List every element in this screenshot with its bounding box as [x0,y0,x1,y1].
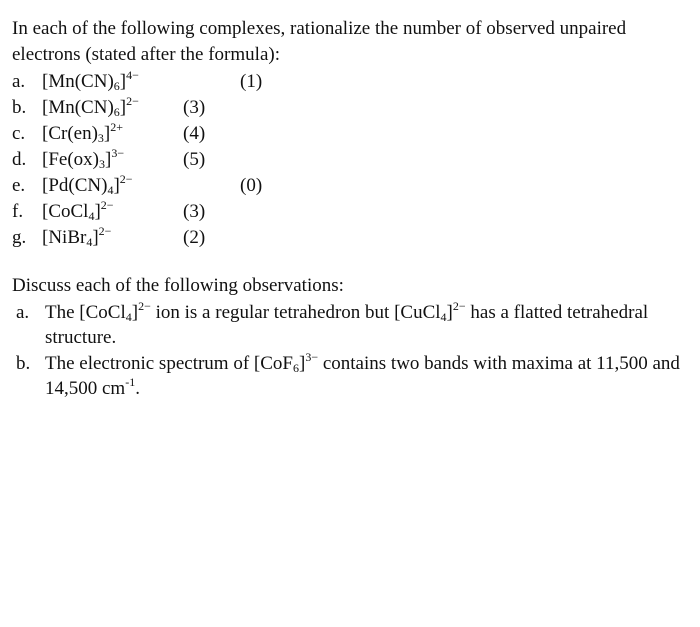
item-label: c. [12,123,26,144]
complex-formula: $[Fe(ox)_3]^{3-}$ [42,146,125,171]
unpaired-count: (1) [240,71,263,92]
item-label: a. [12,71,26,92]
discussion-text: The electronic spectrum of $[CoF_6]^{3-}$ contains two bands with maxima at 11,500 and [45,350,680,375]
complex-formula: $[Mn(CN)_6]^{4-}$ [42,68,139,93]
intro-line-2: electrons (stated after the formula): [12,44,280,65]
complex-formula: [NiBr$_4$]$^{2-}$ [42,224,112,249]
unpaired-count: (2) [183,227,206,248]
complex-formula: $[Cr(en)_3]^{2+}$ [42,120,124,145]
discussion-text-continued: structure. [45,327,117,348]
item-label: b. [16,353,31,374]
intro-line-1: In each of the following complexes, rationalize the number of observed unpaired [12,18,627,39]
complex-formula: $[Mn(CN)_6]^{2-}$ [42,94,139,119]
unpaired-count: (3) [183,97,206,118]
discussion-intro: Discuss each of the following observations: [12,275,344,296]
unpaired-count: (4) [183,123,206,144]
unpaired-count: (0) [240,175,263,196]
complex-formula: [CoCl$_4$]$^{2-}$ [42,198,114,223]
item-label: e. [12,175,26,196]
unpaired-count: (5) [183,149,206,170]
discussion-text-continued: 14,500 $cm^{-1}$. [45,375,140,399]
item-label: f. [12,201,24,222]
item-label: a. [16,302,30,323]
item-label: b. [12,97,27,118]
complex-formula: $[Pd(CN)_4]^{2-}$ [42,172,133,197]
item-label: g. [12,227,27,248]
unpaired-count: (3) [183,201,206,222]
item-label: d. [12,149,27,170]
discussion-text: The [CoCl$_4$]$^{2-}$ ion is a regular tetrahedron but [CuCl$_4$]$^{2-}$ has a flatted tetrahedral [45,299,649,324]
